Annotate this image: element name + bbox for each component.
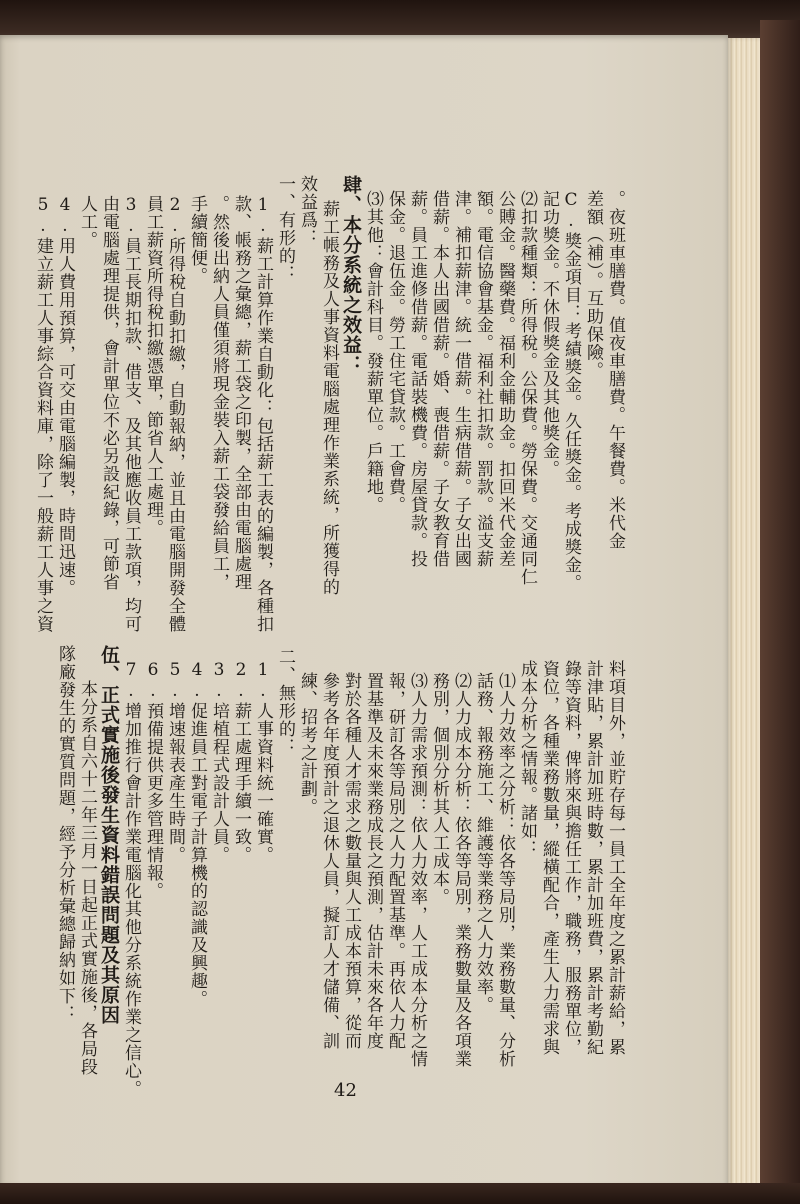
text-column: 記功獎金。不休假獎金及其他獎金。 bbox=[539, 190, 559, 478]
text-column: 隊廠發生的實質問題，經予分析彙總歸納如下： bbox=[55, 645, 75, 1023]
text-column: 3.培植程式設計人員。 bbox=[209, 660, 229, 864]
text-column: 員工薪資所得稅扣繳憑單，節省人工處理。 bbox=[143, 195, 163, 537]
text-column: 本分系自六十二年三月一日起正式實施後，各局段 bbox=[77, 680, 97, 1076]
text-column: 薪工帳務及人事資料電腦處理作業系統，所獲得的 bbox=[319, 200, 339, 596]
text-column: 二、無形的： bbox=[275, 648, 295, 756]
text-column: 參考各年度預計之退休人員，擬訂人才儲備、訓 bbox=[319, 672, 339, 1050]
text-column: ⑵人力成本分析：依各等局別，業務數量及各項業 bbox=[451, 672, 471, 1068]
text-column: 2.薪工處理手續一致。 bbox=[231, 660, 251, 864]
text-column: 借薪。本人出國借薪。婚、喪借薪。子女教育借 bbox=[429, 190, 449, 568]
text-column: 差額（補）。互助保險。 bbox=[583, 190, 603, 380]
text-column: 1.薪工計算作業自動化：包括薪工表的編製，各種扣 bbox=[253, 195, 273, 633]
text-column: 肆、本分系統之效益： bbox=[340, 175, 362, 375]
text-column: 一、有形的： bbox=[275, 175, 295, 283]
text-column: 4.促進員工對電子計算機的認識及興趣。 bbox=[187, 660, 207, 1008]
text-column: 人工。 bbox=[77, 195, 97, 249]
text-column: 話務、報務施工、維護等業務之人力效率。 bbox=[473, 672, 493, 1014]
text-column: 效益爲： bbox=[297, 175, 317, 247]
text-column: 5.增速報表產生時間。 bbox=[165, 660, 185, 864]
text-column: 公賻金。醫藥費。福利金輔助金。扣回米代金差 bbox=[495, 190, 515, 568]
text-column: 1.人事資料統一確實。 bbox=[253, 660, 273, 864]
text-column: 。然後出納人員僅須將現金裝入薪工袋發給員工， bbox=[209, 195, 229, 591]
text-column: 款、帳務之彙總，薪工袋之印製，全部由電腦處理 bbox=[231, 195, 251, 591]
text-column: C.獎金項目：考績獎金。久任獎金。考成獎金。 bbox=[561, 190, 581, 592]
text-column: 2.所得稅自動扣繳，自動報納，並且由電腦開發全體 bbox=[165, 195, 185, 633]
text-column: 對於各種人才需求之數量與人工成本預算，從而 bbox=[341, 672, 361, 1050]
book-cover-bottom bbox=[0, 1183, 800, 1204]
text-column: 津。補扣薪津。統一借薪。生病借薪。子女出國 bbox=[451, 190, 471, 568]
text-column: 置基準及未來業務成長之預測，估計未來各年度 bbox=[363, 672, 383, 1050]
page-edges bbox=[728, 38, 760, 1188]
text-column: 薪。員工進修借薪。電話裝機費。房屋貸款。投 bbox=[407, 190, 427, 568]
text-column: ⑶人力需求預測：依人力效率，人工成本分析之情 bbox=[407, 672, 427, 1068]
text-column: 。夜班車膳費。值夜車膳費。午餐費。米代金 bbox=[605, 190, 625, 550]
text-column: 手續簡便。 bbox=[187, 195, 207, 285]
text-column: 計津貼，累計加班時數，累計加班費，累計考勤紀 bbox=[583, 660, 603, 1056]
text-column: ⑵扣款種類：所得稅。公保費。勞保費。交通同仁 bbox=[517, 190, 537, 586]
text-column: 伍、正式實施後發生資料錯誤問題及其原因 bbox=[98, 645, 120, 1025]
text-column: 6.預備提供更多管理情報。 bbox=[143, 660, 163, 900]
text-column: 保金。退伍金。勞工住宅貸款。工會費。 bbox=[385, 190, 405, 514]
page-number: 42 bbox=[334, 1080, 357, 1101]
text-column: 由電腦處理提供，會計單位不必另設紀錄，可節省 bbox=[99, 195, 119, 591]
text-column: 報，研訂各等局別之人力配置基準。再依人力配 bbox=[385, 672, 405, 1050]
text-column: 4.用人費用預算，可交由電腦編製，時間迅速。 bbox=[55, 195, 75, 597]
text-column: ⑶其他：會計科目。發薪單位。戶籍地。 bbox=[363, 190, 383, 514]
text-column: 3.員工長期扣款、借支、及其他應收員工款項，均可 bbox=[121, 195, 141, 633]
text-column: 成本分析之情報。諸如： bbox=[517, 660, 537, 858]
text-column: 練、招考之計劃。 bbox=[297, 672, 317, 816]
text-column: 務別，個別分析其人工成本。 bbox=[429, 672, 449, 906]
text-column: 額。電信協會基金。福利社扣款。罰款。溢支薪 bbox=[473, 190, 493, 568]
text-column: 5.建立薪工人事綜合資料庫，除了一般薪工人事之資 bbox=[33, 195, 53, 633]
text-column: 7.增加推行會計作業電腦化其他分系統作業之信心。 bbox=[121, 660, 141, 1098]
text-column: ⑴人力效率之分析：依各等局別，業務數量、分析 bbox=[495, 672, 515, 1068]
book-cover-right bbox=[760, 20, 800, 1204]
text-column: 資位，各種業務數量，縱橫配合，產生人力需求與 bbox=[539, 660, 559, 1056]
text-column: 料項目外，並貯存每一員工全年度之累計薪給，累 bbox=[605, 660, 625, 1056]
book-cover-top bbox=[0, 0, 800, 40]
text-column: 錄等資料，俾將來與擔任工作，職務，服務單位， bbox=[561, 660, 581, 1056]
